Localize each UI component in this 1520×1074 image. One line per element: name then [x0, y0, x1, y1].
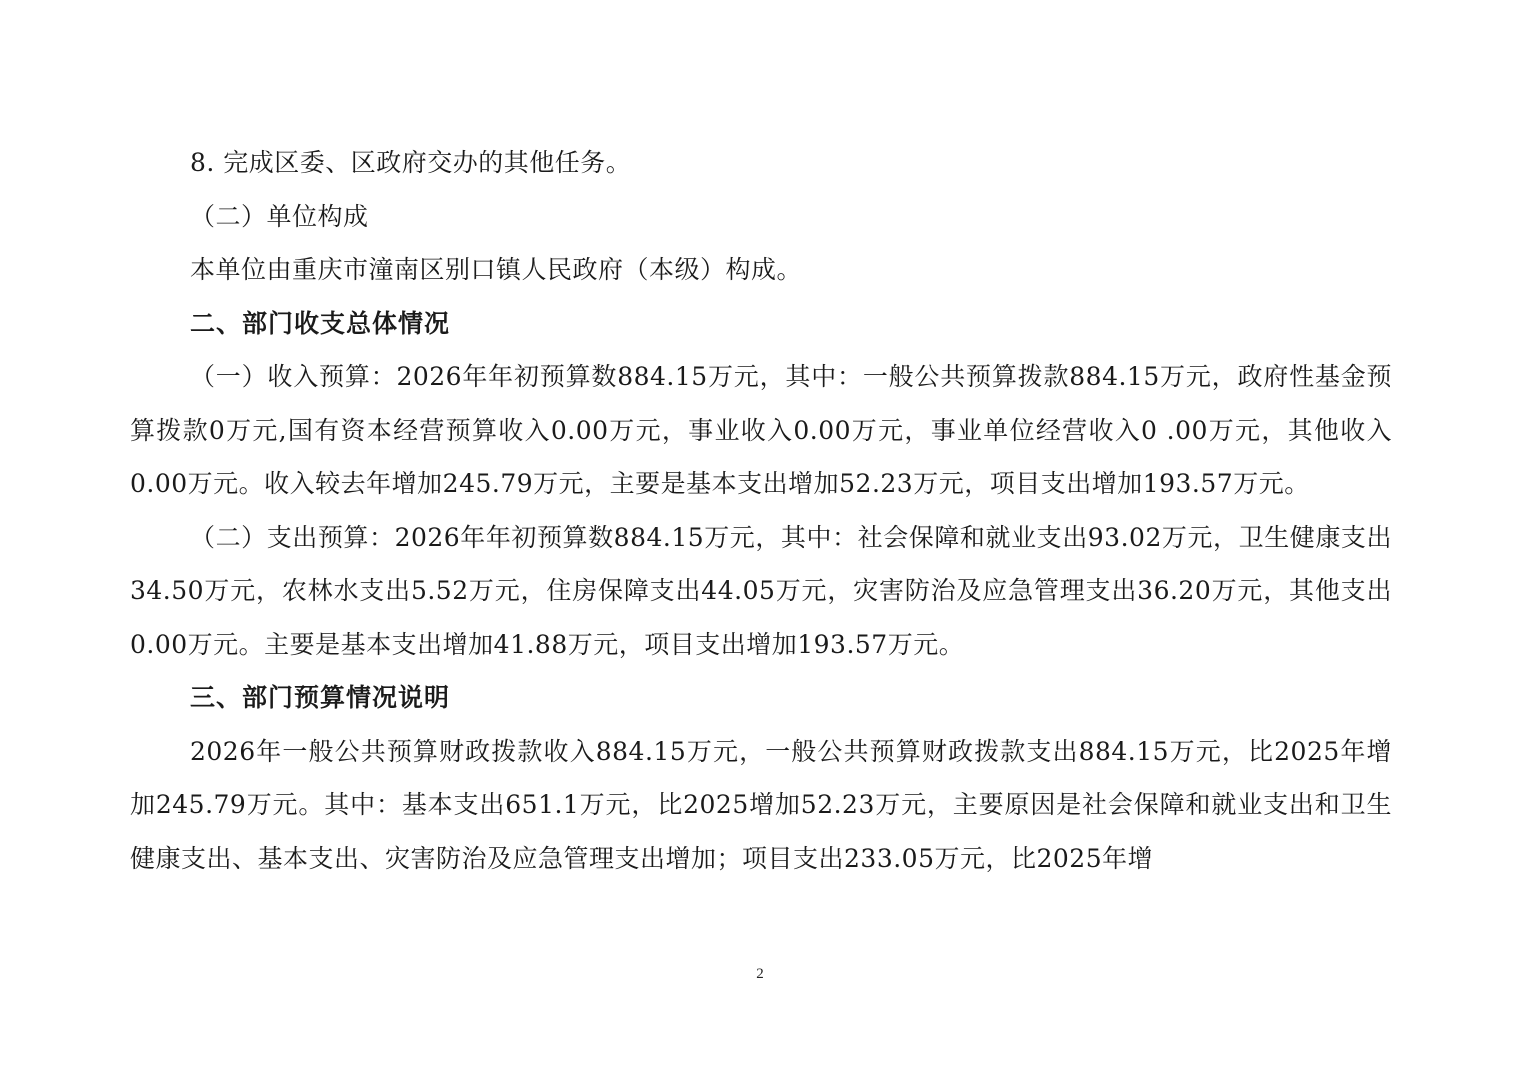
paragraph-item-8: 8. 完成区委、区政府交办的其他任务。 [190, 148, 632, 177]
paragraph-unit-composition: 本单位由重庆市潼南区别口镇人民政府（本级）构成。 [190, 255, 803, 284]
page-number: 2 [756, 966, 764, 982]
paragraph-budget-explanation: 2026年一般公共预算财政拨款收入884.15万元，一般公共预算财政拨款支出884.15万元，比2025年增加245.79万元。其中：基本支出651.1万元，比2025增加52.23万元，主要原因是社会保障和就业支出和卫生健康支出、基本支出、灾害防治及应急管理支出增加；项目支出233.05万元，比2025年增 [130, 736, 1392, 873]
paragraph-expenditure-budget: （二）支出预算：2026年年初预算数884.15万元，其中：社会保障和就业支出93.02万元，卫生健康支出34.50万元，农林水支出5.52万元，住房保障支出44.05万元，灾害防治及应急管理支出36.20万元，其他支出0.00万元。主要是基本支出增加41.88万元，项目支出增加193.57万元。 [130, 522, 1392, 659]
paragraph-income-budget: （一）收入预算：2026年年初预算数884.15万元，其中：一般公共预算拨款884.15万元，政府性基金预算拨款0万元,国有资本经营预算收入0.00万元，事业收入0.00万元，事业单位经营收入0 .00万元，其他收入0.00万元。收入较去年增加245.79万元，主要是基本支出增加52.23万元，项目支出增加193.57万元。 [130, 362, 1392, 498]
section-heading-budget-explanation: 三、部门预算情况说明 [190, 683, 451, 712]
section-heading-revenue-expenditure: 二、部门收支总体情况 [190, 308, 451, 338]
section-subtitle-unit-composition: （二）单位构成 [190, 201, 369, 231]
document-body [130, 136, 1392, 885]
